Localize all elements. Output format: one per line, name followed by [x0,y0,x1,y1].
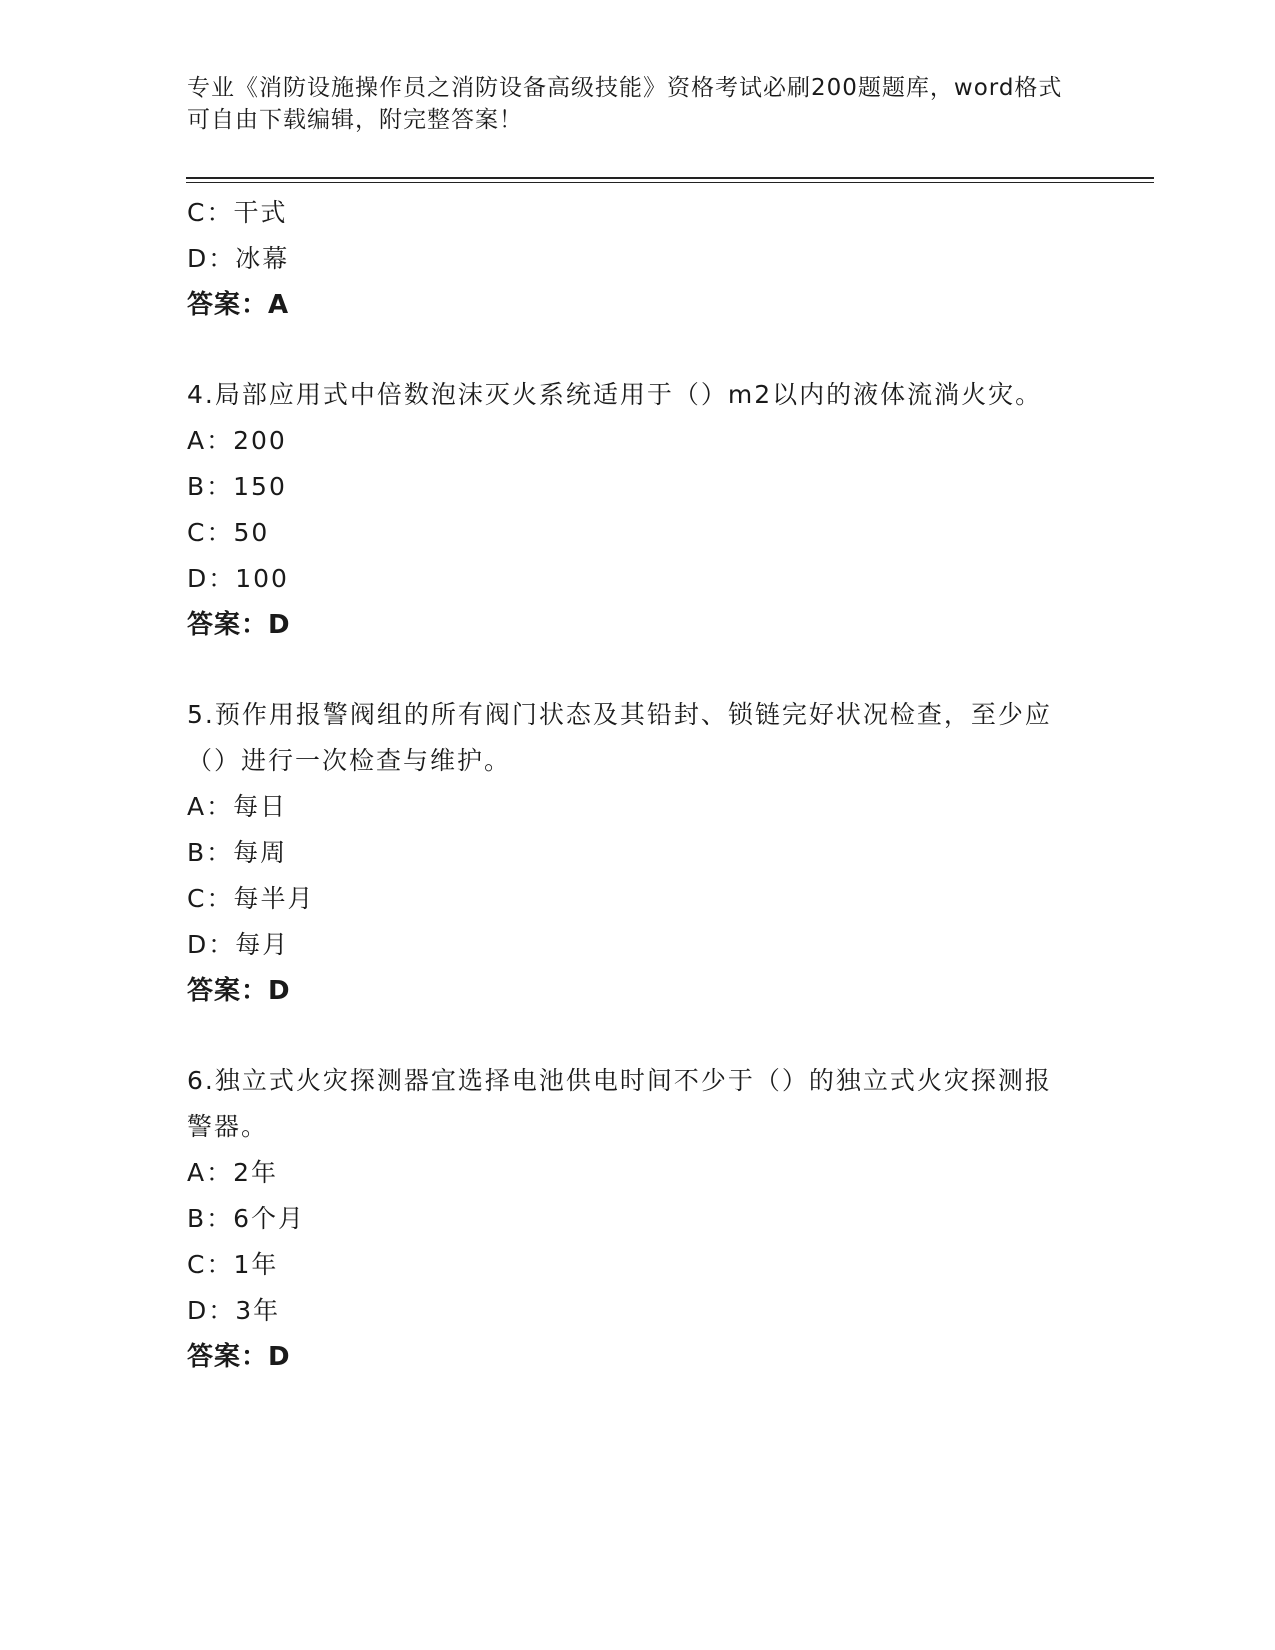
carryover-question [187,190,1067,328]
option-c: C：干式 [187,198,288,227]
question-4 [187,372,1067,648]
option-b: B：每周 [187,838,288,867]
option-c: C：每半月 [187,884,315,913]
answer-line: 答案：D [187,610,291,640]
option-c: C：50 [187,518,270,547]
page-title: 专业《消防设施操作员之消防设备高级技能》资格考试必刷200题题库，word格式可自由下载编辑，附完整答案！ [187,75,1063,133]
option-b: B：150 [187,472,287,501]
question-5 [187,692,1067,1014]
question-list [187,190,1067,1380]
question-stem: 6.独立式火灾探测器宜选择电池供电时间不少于（）的独立式火灾探测报警器。 [187,1066,1052,1141]
option-a: A：2年 [187,1158,279,1187]
option-d: D：100 [187,564,289,593]
option-a: A：200 [187,426,287,455]
option-a: A：每日 [187,792,288,821]
header-divider [186,177,1154,179]
answer-line: 答案：A [187,290,290,320]
option-d: D：每月 [187,930,290,959]
question-stem: 4.局部应用式中倍数泡沫灭火系统适用于（）m2以内的液体流淌火灾。 [187,380,1043,409]
question-6 [187,1058,1067,1380]
option-c: C：1年 [187,1250,279,1279]
option-d: D：3年 [187,1296,281,1325]
question-stem: 5.预作用报警阀组的所有阀门状态及其铅封、锁链完好状况检查，至少应（）进行一次检查与维护。 [187,700,1052,775]
answer-line: 答案：D [187,1342,291,1372]
header-divider-thin [186,182,1154,183]
option-b: B：6个月 [187,1204,306,1233]
answer-line: 答案：D [187,976,291,1006]
option-d: D：冰幕 [187,244,290,273]
